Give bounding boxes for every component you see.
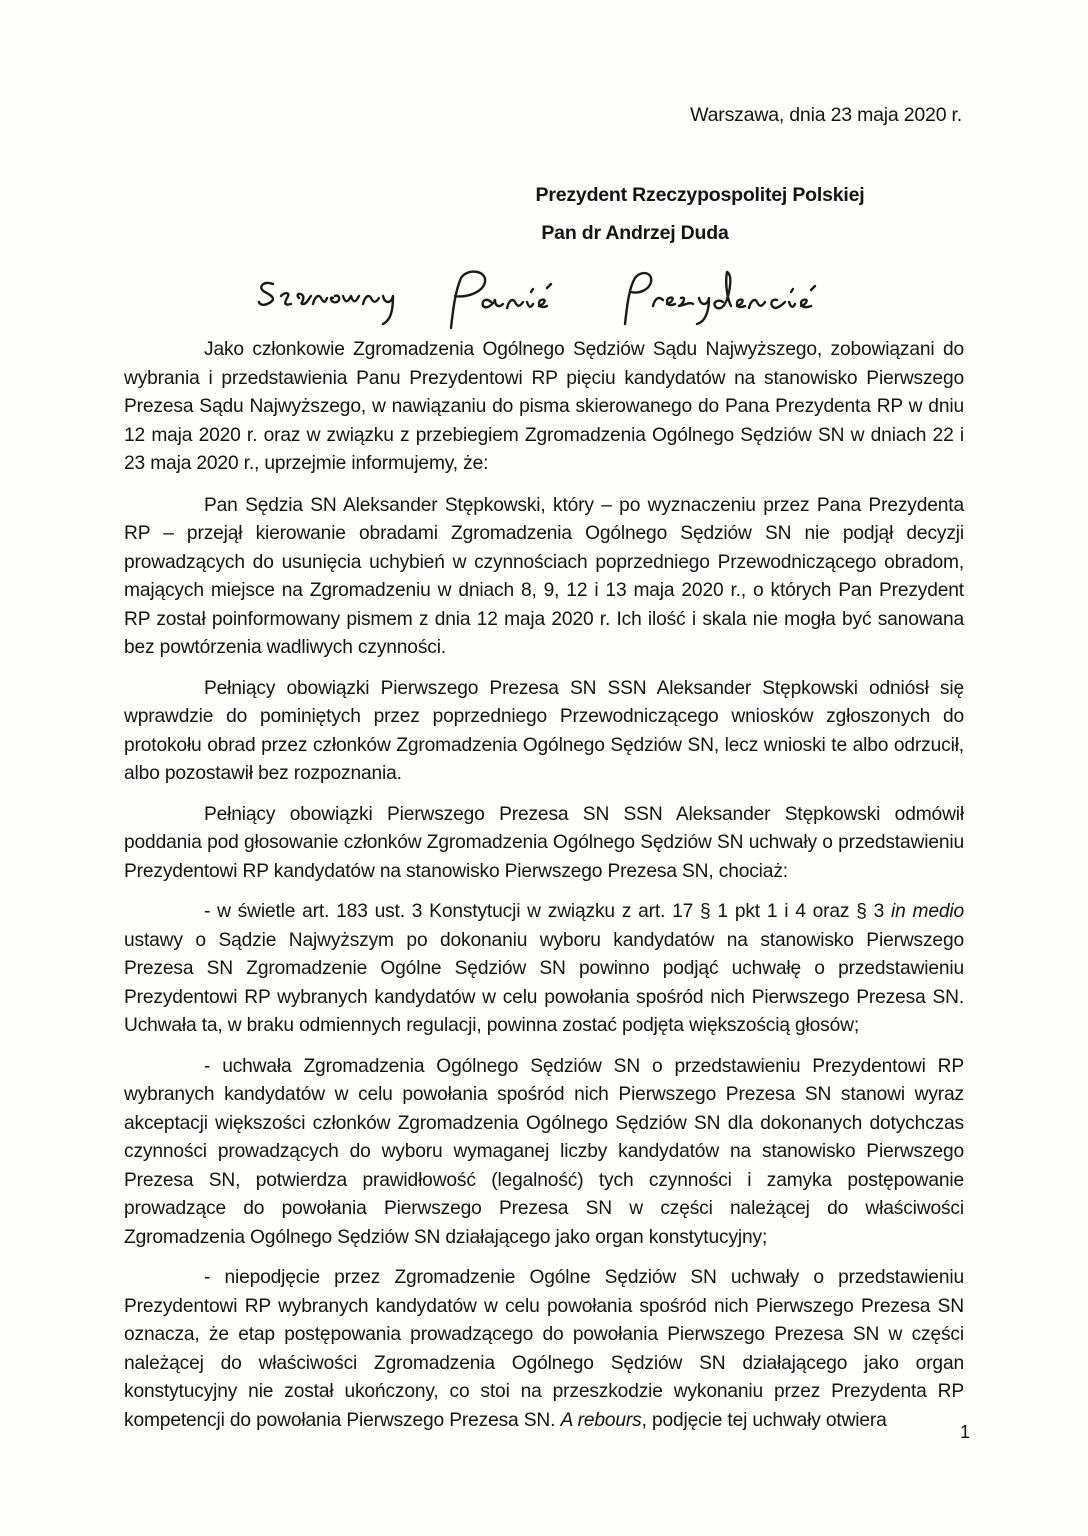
italic-a-rebours: A rebours: [560, 1409, 642, 1431]
point-nonadoption-text: - niepodjęcie przez Zgromadzenie Ogólne Sędziów SN uchwały o przedstawieniu Prezydentowi RP wybranych kandydatów w celu powołania spośród nich Pierwszego Prezesa SN oznacza, że etap postępowania prowadzącego do powołania Pierwszego Prezesa SN w części należącej do właściwości Zgromadzenia Ogólnego Sędziów SN działającego jako organ konstytucyjny nie został ukończony, co stoi na przeszkodzie wykonaniu przez Prezydenta RP kompetencji do powołania Pierwszego Prezesa SN.: [124, 1267, 964, 1431]
paragraph-motions: Pełniący obowiązki Pierwszego Prezesa SN SSN Aleksander Stępkowski odniósł się wprawdzie do pominiętych przez poprzedniego Przewodniczącego wniosków zgłoszonych do protokołu obrad przez członków Zgromadzenia Ogólnego Sędziów SN, lecz wnioski te albo odrzucił, albo pozostawił bez rozpoznania.: [124, 677, 964, 784]
italic-in-medio: in medio: [890, 901, 964, 922]
paragraph-point-constitution: [124, 898, 964, 1041]
addressee-name: Pan dr Andrzej Duda: [541, 222, 729, 244]
letter-body: [124, 336, 964, 1447]
point-nonadoption-text-cont: , podjęcie tej uchwały otwiera: [641, 1409, 887, 1431]
paragraph-point-nonadoption: [124, 1264, 964, 1435]
addressee-title: Prezydent Rzeczypospolitej Polskiej: [535, 184, 865, 206]
point-constitution-text: - w świetle art. 183 ust. 3 Konstytucji w związku z art. 17 § 1 pkt 1 i 4 oraz § 3: [204, 901, 891, 922]
handwritten-salutation: [255, 262, 885, 332]
paragraph-intro: Jako członkowie Zgromadzenia Ogólnego Sędziów Sądu Najwyższego, zobowiązani do wybrania i przedstawienia Panu Prezydentowi RP pięciu kandydatów na stanowisko Pierwszego Prezesa Sądu Najwyższego, w nawiązaniu do pisma skierowanego do Pana Prezydenta RP w dniu 12 maja 2020 r. oraz w związku z przebiegiem Zgromadzenia Ogólnego Sędziów SN w dniach 22 i 23 maja 2020 r., uprzejmie informujemy, że:: [124, 339, 964, 474]
date-line: Warszawa, dnia 23 maja 2020 r.: [690, 104, 962, 126]
point-constitution-text-cont: ustawy o Sądzie Najwyższym po dokonaniu wyboru kandydatów na stanowisko Pierwszego Prezesa SN Zgromadzenie Ogólne Sędziów SN powinno podjąć uchwałę o przedstawieniu Prezydentowi RP wybranych kandydatów w celu powołania spośród nich Pierwszego Prezesa SN. Uchwała ta, w braku odmiennych regulacji, powinna zostać podjęta większością głosów;: [124, 929, 964, 1036]
paragraph-point-resolution: - uchwała Zgromadzenia Ogólnego Sędziów SN o przedstawieniu Prezydentowi RP wybranych kandydatów w celu powołania spośród nich Pierwszego Prezesa SN stanowi wyraz akceptacji większości członków Zgromadzenia Ogólnego Sędziów SN dla dokonanych dotychczas czynności prowadzących do wyboru wymaganej liczby kandydatów na stanowisko Pierwszego Prezesa SN, potwierdza prawidłowość (legalność) tych czynności i zamyka postępowanie prowadzące do powołania Pierwszego Prezesa SN w części należącej do właściwości Zgromadzenia Ogólnego Sędziów SN działającego jako organ konstytucyjny;: [124, 1055, 964, 1248]
paragraph-refusal: Pełniący obowiązki Pierwszego Prezesa SN SSN Aleksander Stępkowski odmówił poddania pod głosowanie członków Zgromadzenia Ogólnego Sędziów SN uchwały o przedstawieniu Prezydentowi RP kandydatów na stanowisko Pierwszego Prezesa SN, chociaż:: [124, 803, 964, 882]
page-number: 1: [959, 1422, 970, 1442]
paragraph-stepkowski-decisions: Pan Sędzia SN Aleksander Stępkowski, który – po wyznaczeniu przez Pana Prezydenta RP – przejął kierowanie obradami Zgromadzenia Ogólnego Sędziów SN nie podjął decyzji prowadzących do usunięcia uchybień w czynnościach poprzedniego Przewodniczącego obradom, mających miejsce na Zgromadzeniu w dniach 8, 9, 12 i 13 maja 2020 r., o których Pan Prezydent RP został poinformowany pismem z dnia 12 maja 2020 r. Ich ilość i skala nie mogła być sanowana bez powtórzenia wadliwych czynności.: [124, 494, 964, 658]
